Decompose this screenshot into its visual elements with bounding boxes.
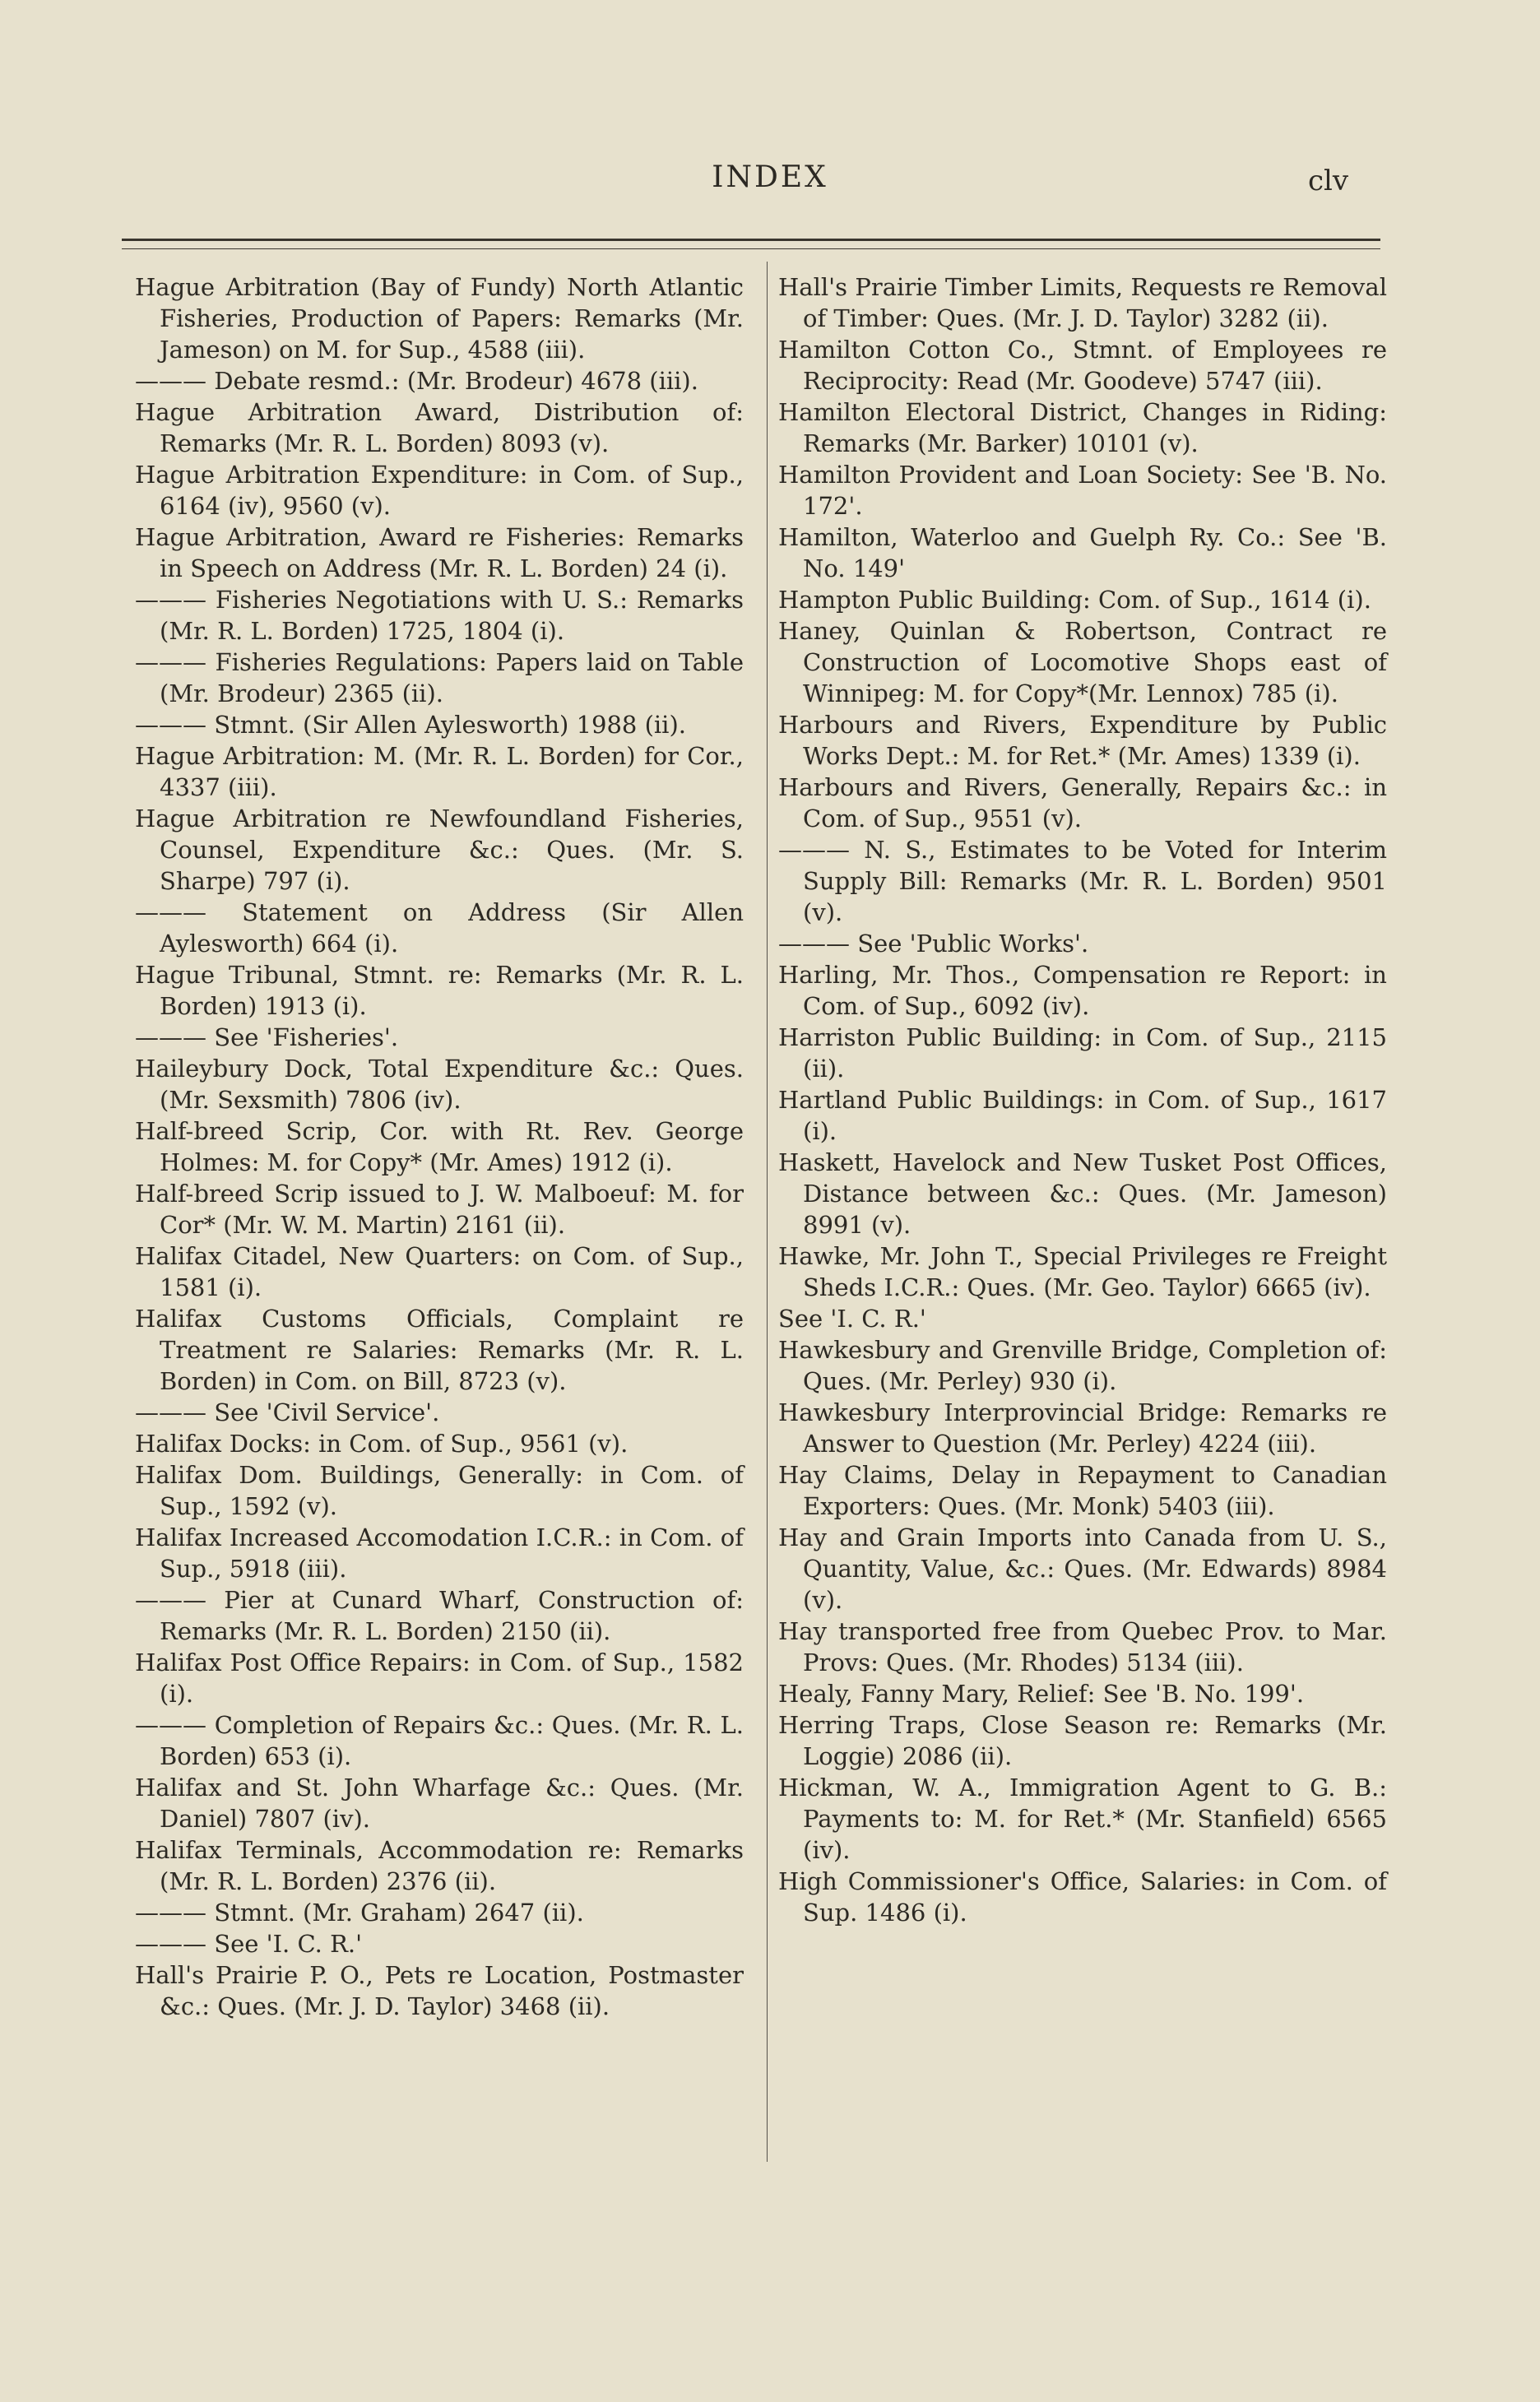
index-entry: Hawkesbury and Grenville Bridge, Completion of: Ques. (Mr. Perley) 930 (i). [778, 1336, 1387, 1395]
index-entry: See 'I. C. R.' [778, 1305, 926, 1333]
index-entry: Halifax Increased Accomodation I.C.R.: in Com. of Sup., 5918 (iii). [135, 1523, 744, 1583]
index-entry: Herring Traps, Close Season re: Remarks (Mr. Loggie) 2086 (ii). [778, 1711, 1387, 1770]
index-entry: Halifax Dom. Buildings, Generally: in Com. of Sup., 1592 (v). [135, 1461, 744, 1520]
index-entry: ——— Pier at Cunard Wharf, Construction of: Remarks (Mr. R. L. Borden) 2150 (ii). [135, 1586, 744, 1645]
index-entry: ——— See 'Public Works'. [778, 930, 1089, 958]
index-entry: Hay Claims, Delay in Repayment to Canadian Exporters: Ques. (Mr. Monk) 5403 (iii). [778, 1461, 1387, 1520]
index-entry: Hamilton Electoral District, Changes in Riding: Remarks (Mr. Barker) 10101 (v). [778, 398, 1387, 457]
column-divider [767, 262, 768, 2162]
index-entry: Hawke, Mr. John T., Special Privileges re Freight Sheds I.C.R.: Ques. (Mr. Geo. Taylor) 6665 (iv). [778, 1242, 1387, 1301]
index-entry: Hickman, W. A., Immigration Agent to G. B.: Payments to: M. for Ret.* (Mr. Stanfield) 6565 (iv). [778, 1774, 1387, 1864]
index-column-left [135, 271, 744, 2022]
index-entry: Harling, Mr. Thos., Compensation re Report: in Com. of Sup., 6092 (iv). [778, 961, 1387, 1020]
index-entry: Hampton Public Building: Com. of Sup., 1614 (i). [778, 586, 1371, 614]
index-entry: Healy, Fanny Mary, Relief: See 'B. No. 199'. [778, 1680, 1305, 1708]
header-rule-thin [122, 248, 1380, 249]
index-entry: ——— Stmnt. (Mr. Graham) 2647 (ii). [135, 1899, 584, 1927]
index-entry: Hay transported free from Quebec Prov. to Mar. Provs: Ques. (Mr. Rhodes) 5134 (iii). [778, 1617, 1387, 1676]
index-entry: Haskett, Havelock and New Tusket Post Offices, Distance between &c.: Ques. (Mr. Jameson) 8991 (v). [778, 1148, 1387, 1239]
header-rule-thick [122, 239, 1380, 241]
index-entry: ——— Completion of Repairs &c.: Ques. (Mr. R. L. Borden) 653 (i). [135, 1711, 744, 1770]
index-entry: Hague Arbitration, Award re Fisheries: Remarks in Speech on Address (Mr. R. L. Borden) 24 (i). [135, 523, 744, 582]
index-entry: Hamilton Provident and Loan Society: See 'B. No. 172'. [778, 461, 1387, 520]
index-entry: Hague Arbitration (Bay of Fundy) North Atlantic Fisheries, Production of Papers: Remarks (Mr. Jameson) on M. for Sup., 4588 (iii). [135, 273, 744, 364]
index-entry: ——— Statement on Address (Sir Allen Aylesworth) 664 (i). [135, 898, 744, 958]
index-entry: Hamilton Cotton Co., Stmnt. of Employees re Reciprocity: Read (Mr. Goodeve) 5747 (iii). [778, 336, 1387, 395]
index-entry: ——— See 'Civil Service'. [135, 1398, 440, 1426]
index-entry: ——— Fisheries Regulations: Papers laid on Table (Mr. Brodeur) 2365 (ii). [135, 648, 744, 707]
page-number: clv [1308, 165, 1349, 197]
index-entry: Hall's Prairie Timber Limits, Requests re Removal of Timber: Ques. (Mr. J. D. Taylor) 3282 (ii). [778, 273, 1387, 332]
index-entry: Halifax Post Office Repairs: in Com. of Sup., 1582 (i). [135, 1648, 744, 1708]
index-entry: Harriston Public Building: in Com. of Sup., 2115 (ii). [778, 1023, 1387, 1083]
index-entry: ——— See 'I. C. R.' [135, 1930, 363, 1958]
index-entry: Hague Arbitration Expenditure: in Com. of Sup., 6164 (iv), 9560 (v). [135, 461, 744, 520]
index-entry: Hague Arbitration re Newfoundland Fisheries, Counsel, Expenditure &c.: Ques. (Mr. S. Sharpe) 797 (i). [135, 805, 744, 895]
index-entry: Half-breed Scrip, Cor. with Rt. Rev. George Holmes: M. for Copy* (Mr. Ames) 1912 (i). [135, 1117, 744, 1176]
index-entry: Halifax Citadel, New Quarters: on Com. of Sup., 1581 (i). [135, 1242, 744, 1301]
index-entry: ——— Fisheries Negotiations with U. S.: Remarks (Mr. R. L. Borden) 1725, 1804 (i). [135, 586, 744, 645]
index-entry: Hague Arbitration: M. (Mr. R. L. Borden) for Cor., 4337 (iii). [135, 742, 744, 801]
index-entry: ——— N. S., Estimates to be Voted for Interim Supply Bill: Remarks (Mr. R. L. Borden) 9501 (v). [778, 836, 1387, 926]
index-entry: Hague Arbitration Award, Distribution of: Remarks (Mr. R. L. Borden) 8093 (v). [135, 398, 744, 457]
index-entry: ——— Stmnt. (Sir Allen Aylesworth) 1988 (ii). [135, 711, 686, 739]
index-entry: Hartland Public Buildings: in Com. of Sup., 1617 (i). [778, 1086, 1387, 1145]
index-entry: Half-breed Scrip issued to J. W. Malboeuf: M. for Cor* (Mr. W. M. Martin) 2161 (ii). [135, 1180, 744, 1239]
index-entry: ——— Debate resmd.: (Mr. Brodeur) 4678 (iii). [135, 367, 698, 395]
index-entry: Halifax Docks: in Com. of Sup., 9561 (v). [135, 1430, 629, 1458]
index-entry: Hall's Prairie P. O., Pets re Location, Postmaster &c.: Ques. (Mr. J. D. Taylor) 3468 (ii). [135, 1961, 744, 2020]
index-entry: ——— See 'Fisheries'. [135, 1023, 399, 1051]
index-entry: Hamilton, Waterloo and Guelph Ry. Co.: See 'B. No. 149' [778, 523, 1387, 582]
index-entry: Halifax and St. John Wharfage &c.: Ques. (Mr. Daniel) 7807 (iv). [135, 1774, 744, 1833]
index-entry: Halifax Terminals, Accommodation re: Remarks (Mr. R. L. Borden) 2376 (ii). [135, 1836, 744, 1895]
index-entry: Hague Tribunal, Stmnt. re: Remarks (Mr. R. L. Borden) 1913 (i). [135, 961, 744, 1020]
page-title: INDEX [712, 160, 828, 194]
index-entry: Hawkesbury Interprovincial Bridge: Remarks re Answer to Question (Mr. Perley) 4224 (iii). [778, 1398, 1387, 1458]
index-entry: Hay and Grain Imports into Canada from U. S., Quantity, Value, &c.: Ques. (Mr. Edwards) 8984 (v). [778, 1523, 1387, 1614]
index-entry: Haileybury Dock, Total Expenditure &c.: Ques. (Mr. Sexsmith) 7806 (iv). [135, 1055, 744, 1114]
index-entry: High Commissioner's Office, Salaries: in Com. of Sup. 1486 (i). [778, 1867, 1387, 1927]
index-entry: Halifax Customs Officials, Complaint re Treatment re Salaries: Remarks (Mr. R. L. Borden) in Com. on Bill, 8723 (v). [135, 1305, 744, 1395]
index-entry: Harbours and Rivers, Expenditure by Public Works Dept.: M. for Ret.* (Mr. Ames) 1339 (i). [778, 711, 1387, 770]
index-entry: Haney, Quinlan & Robertson, Contract re Construction of Locomotive Shops east of Winnipeg: M. for Copy*(Mr. Lennox) 785 (i). [778, 617, 1387, 707]
index-entry: Harbours and Rivers, Generally, Repairs &c.: in Com. of Sup., 9551 (v). [778, 773, 1387, 832]
index-column-right [778, 271, 1387, 1928]
